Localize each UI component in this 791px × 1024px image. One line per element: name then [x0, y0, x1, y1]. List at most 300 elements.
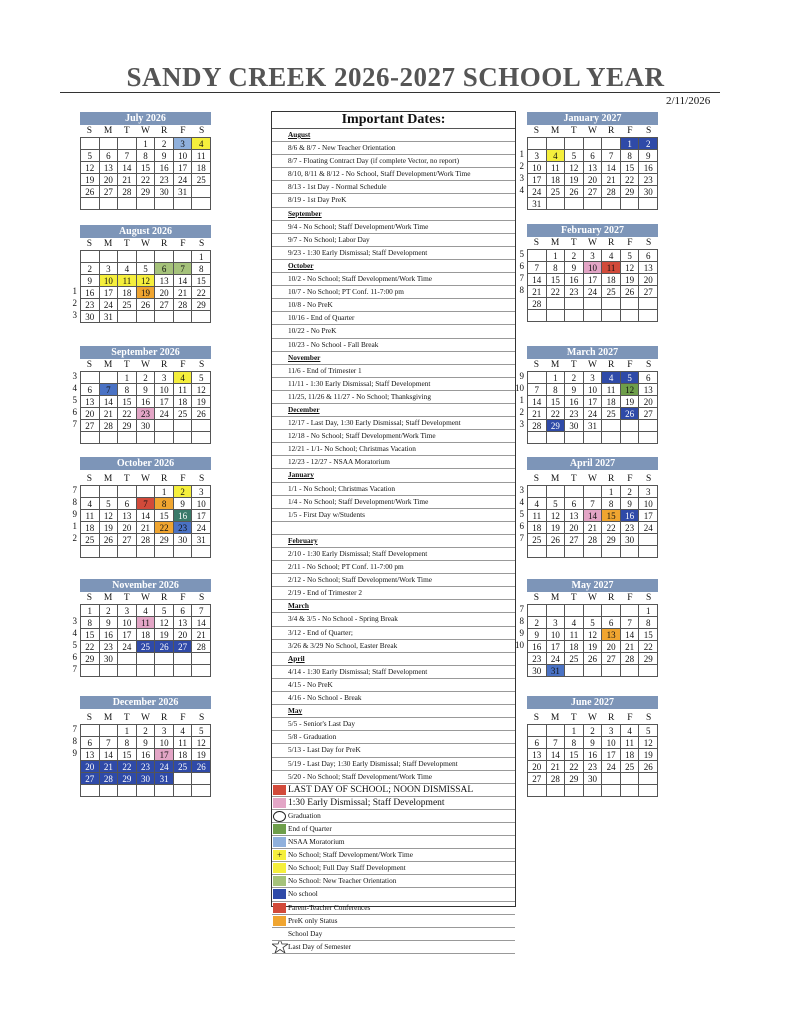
empty-cell	[100, 785, 119, 797]
day-cell: 11	[547, 162, 566, 174]
weekday-header	[80, 125, 211, 137]
day-cell: 6	[81, 384, 100, 396]
weekday-label: M	[550, 126, 560, 136]
day-cell: 9	[639, 150, 658, 162]
day-cell: 7	[584, 498, 603, 510]
day-cell: 16	[100, 629, 119, 641]
day-cell: 22	[118, 408, 137, 420]
empty-cell	[118, 251, 137, 263]
entry-text: 1/5 - First Day w/Students	[288, 509, 366, 519]
weekday-label: S	[86, 713, 92, 723]
month-title: September 2026	[80, 346, 211, 359]
weekday-label: T	[570, 593, 577, 603]
day-cell: 9	[528, 629, 547, 641]
day-cell: 24	[118, 641, 137, 653]
entry-text: LAST DAY OF SCHOOL; NOON DISMISSAL	[288, 784, 474, 795]
plus-icon: +	[273, 850, 286, 860]
entry-text: 1:30 Early Dismissal; Staff Development	[288, 797, 445, 808]
day-cell: 24	[547, 653, 566, 665]
week-count: 1	[72, 521, 77, 531]
day-cell: 30	[584, 773, 603, 785]
month-heading	[272, 600, 515, 613]
day-cell: 10	[155, 737, 174, 749]
day-cell: 7	[528, 262, 547, 274]
day-cell: 12	[584, 629, 603, 641]
empty-cell	[602, 785, 621, 797]
weekday-label: M	[550, 713, 560, 723]
empty-cell	[100, 725, 119, 737]
empty-cell	[547, 198, 566, 210]
entry-text: 5/19 - Last Day; 1:30 Early Dismissal; Staff Development	[288, 758, 458, 768]
day-cell: 22	[621, 174, 640, 186]
week-count: 5	[72, 640, 77, 650]
day-cell: 19	[192, 749, 211, 761]
day-cell: 28	[118, 186, 137, 198]
day-cell: 26	[639, 761, 658, 773]
day-cell: 4	[118, 263, 137, 275]
month-grid	[80, 604, 211, 677]
day-cell: 26	[621, 286, 640, 298]
entry-text: 5/20 - No School; Staff Development/Work Time	[288, 771, 432, 781]
week-count: 2	[519, 407, 524, 417]
month-grid	[80, 137, 211, 210]
day-cell: 18	[621, 749, 640, 761]
day-cell: 5	[192, 725, 211, 737]
weekday-label: R	[608, 474, 615, 484]
day-cell: 17	[547, 641, 566, 653]
day-cell: 8	[547, 384, 566, 396]
day-cell: 10	[118, 617, 137, 629]
week-count: 7	[519, 533, 524, 543]
color-swatch	[273, 903, 286, 913]
day-cell: 13	[81, 749, 100, 761]
day-cell: 11	[81, 510, 100, 522]
day-cell: 25	[81, 534, 100, 546]
weekday-label: W	[141, 239, 150, 249]
month-grid	[80, 724, 211, 797]
empty-cell	[118, 665, 137, 677]
empty-cell	[528, 605, 547, 617]
day-cell: 30	[528, 665, 547, 677]
weekday-label: F	[627, 126, 633, 136]
entry-text: 12/21 - 1/1- No School; Christmas Vacation	[288, 444, 416, 454]
weekday-label: F	[180, 126, 186, 136]
day-cell: 6	[602, 617, 621, 629]
color-swatch	[273, 798, 286, 808]
empty-cell	[621, 420, 640, 432]
day-cell: 21	[547, 761, 566, 773]
day-cell: 8	[547, 262, 566, 274]
date-entry	[272, 286, 515, 299]
day-cell: 28	[100, 773, 119, 785]
day-cell: 3	[602, 725, 621, 737]
day-cell: 13	[584, 162, 603, 174]
month-august-2026	[72, 225, 211, 323]
month-grid	[80, 250, 211, 323]
entry-text: 8/7 - Floating Contract Day (if complete Vector, no report)	[288, 156, 460, 166]
weekday-label: R	[608, 126, 615, 136]
week-count: 5	[519, 509, 524, 519]
day-cell: 15	[192, 275, 211, 287]
empty-cell	[584, 138, 603, 150]
entry-text: 9/4 - No School; Staff Development/Work Time	[288, 221, 429, 231]
empty-cell	[81, 198, 100, 210]
day-cell: 23	[639, 174, 658, 186]
weekday-label: S	[645, 713, 652, 723]
day-cell: 14	[174, 275, 193, 287]
day-cell: 15	[565, 749, 584, 761]
empty-cell	[174, 311, 193, 323]
day-cell: 17	[639, 510, 658, 522]
day-cell: 13	[639, 384, 658, 396]
day-cell: 20	[639, 274, 658, 286]
entry-text: 10/22 - No PreK	[288, 326, 337, 336]
weekday-label: W	[141, 360, 150, 370]
day-cell: 1	[155, 486, 174, 498]
weekday-label: W	[588, 360, 597, 370]
weekday-header	[527, 125, 658, 137]
day-cell: 4	[621, 725, 640, 737]
day-cell: 26	[81, 186, 100, 198]
weekday-label: S	[645, 360, 652, 370]
empty-cell	[81, 251, 100, 263]
empty-cell	[621, 773, 640, 785]
weekday-label: T	[123, 474, 130, 484]
legend-item	[272, 810, 515, 823]
month-title: February 2027	[527, 224, 658, 237]
empty-cell	[81, 432, 100, 444]
empty-cell	[528, 546, 547, 558]
entry-text: 10/7 - No School; PT Conf. 11-7:00 pm	[288, 287, 404, 297]
day-cell: 30	[639, 186, 658, 198]
revision-date: 2/11/2026	[666, 95, 711, 107]
empty-cell	[118, 138, 137, 150]
day-cell: 4	[547, 150, 566, 162]
empty-cell	[137, 311, 156, 323]
empty-cell	[584, 198, 603, 210]
month-title: May 2027	[527, 579, 658, 592]
day-cell: 2	[174, 486, 193, 498]
day-cell: 23	[81, 299, 100, 311]
day-cell: 12	[565, 162, 584, 174]
day-cell: 13	[602, 629, 621, 641]
day-cell: 15	[547, 274, 566, 286]
entry-text: March	[288, 601, 309, 611]
entry-text: May	[288, 706, 303, 716]
entry-text: 1/1 - No School; Christmas Vacation	[288, 483, 396, 493]
day-cell: 3	[155, 372, 174, 384]
day-cell: 6	[584, 150, 603, 162]
day-cell: 6	[565, 498, 584, 510]
day-cell: 3	[528, 150, 547, 162]
weekday-label: S	[533, 713, 539, 723]
day-cell: 5	[639, 725, 658, 737]
week-count: 3	[519, 419, 524, 429]
weekday-label: M	[103, 713, 113, 723]
entry-text: 5/13 - Last Day for PreK	[288, 745, 361, 755]
date-entry	[272, 666, 515, 679]
empty-cell	[639, 310, 658, 322]
weekday-label: F	[627, 360, 633, 370]
day-cell: 21	[602, 174, 621, 186]
empty-cell	[118, 785, 137, 797]
entry-text: 11/11 - 1:30 Early Dismissal; Staff Development	[288, 378, 431, 388]
day-cell: 14	[602, 162, 621, 174]
entry-text: 10/23 - No School - Fall Break	[288, 339, 379, 349]
day-cell: 30	[137, 773, 156, 785]
day-cell: 24	[584, 408, 603, 420]
empty-cell	[602, 432, 621, 444]
day-cell: 27	[155, 299, 174, 311]
weekday-label: W	[588, 126, 597, 136]
date-entry	[272, 587, 515, 600]
month-july-2026	[80, 112, 211, 210]
day-cell: 14	[584, 510, 603, 522]
date-entry	[272, 299, 515, 312]
legend-item	[272, 823, 515, 836]
day-cell: 2	[100, 605, 119, 617]
day-cell: 1	[639, 605, 658, 617]
empty-cell	[192, 665, 211, 677]
day-cell: 12	[137, 275, 156, 287]
empty-cell	[621, 198, 640, 210]
empty-cell	[155, 420, 174, 432]
legend-item	[272, 941, 515, 954]
day-cell: 31	[528, 198, 547, 210]
day-cell: 3	[174, 138, 193, 150]
day-cell: 5	[192, 372, 211, 384]
weekday-label: W	[588, 593, 597, 603]
empty-cell	[639, 665, 658, 677]
entry-text: 12/23 - 12/27 - NSAA Moratorium	[288, 457, 390, 467]
weekday-header	[80, 592, 211, 604]
entry-text: 2/19 - End of Trimester 2	[288, 588, 362, 598]
day-cell: 9	[565, 262, 584, 274]
date-entry	[272, 522, 515, 535]
day-cell: 17	[100, 287, 119, 299]
entry-text: 12/17 - Last Day, 1:30 Early Dismissal; Staff Development	[288, 418, 461, 428]
day-cell: 13	[528, 749, 547, 761]
week-count: 6	[519, 261, 524, 271]
day-cell: 1	[192, 251, 211, 263]
day-cell: 1	[565, 725, 584, 737]
empty-cell	[584, 785, 603, 797]
date-entry	[272, 744, 515, 757]
weekday-label: F	[180, 474, 186, 484]
entry-text: 4/14 - 1:30 Early Dismissal; Staff Development	[288, 666, 428, 676]
empty-cell	[621, 298, 640, 310]
day-cell: 15	[155, 510, 174, 522]
date-entry	[272, 221, 515, 234]
day-cell: 2	[639, 138, 658, 150]
day-cell: 3	[155, 725, 174, 737]
day-cell: 5	[81, 150, 100, 162]
empty-cell	[192, 785, 211, 797]
day-cell: 23	[100, 641, 119, 653]
empty-cell	[174, 432, 193, 444]
day-cell: 18	[174, 749, 193, 761]
day-cell: 22	[602, 522, 621, 534]
entry-text: School Day	[288, 928, 323, 938]
day-cell: 14	[137, 510, 156, 522]
weekday-label: S	[645, 238, 652, 248]
weekday-label: T	[123, 713, 130, 723]
week-count: 1	[72, 286, 77, 296]
day-cell: 17	[584, 396, 603, 408]
day-cell: 21	[584, 522, 603, 534]
day-cell: 15	[639, 629, 658, 641]
empty-cell	[192, 432, 211, 444]
weekday-label: S	[533, 360, 539, 370]
day-cell: 12	[155, 617, 174, 629]
date-entry	[272, 273, 515, 286]
day-cell: 19	[192, 396, 211, 408]
weekday-label: R	[161, 474, 168, 484]
weekday-label: F	[180, 593, 186, 603]
day-cell: 15	[547, 396, 566, 408]
empty-cell	[639, 298, 658, 310]
empty-cell	[547, 785, 566, 797]
day-cell: 27	[639, 408, 658, 420]
day-cell: 9	[137, 737, 156, 749]
day-cell: 25	[174, 408, 193, 420]
empty-cell	[137, 251, 156, 263]
weekday-label: M	[550, 360, 560, 370]
day-cell: 25	[602, 286, 621, 298]
day-cell: 6	[639, 250, 658, 262]
date-entry	[272, 456, 515, 469]
day-cell: 1	[547, 250, 566, 262]
day-cell: 16	[621, 510, 640, 522]
empty-cell	[155, 198, 174, 210]
entry-text: 8/13 - 1st Day - Normal Schedule	[288, 182, 387, 192]
weekday-label: S	[86, 474, 92, 484]
entry-text: February	[288, 535, 318, 545]
day-cell: 2	[155, 138, 174, 150]
month-may-2027	[515, 579, 658, 677]
day-cell: 5	[155, 605, 174, 617]
day-cell: 28	[584, 534, 603, 546]
entry-text: No School; Full Day Staff Development	[288, 863, 406, 873]
month-november-2026	[72, 579, 211, 677]
month-december-2026	[72, 696, 211, 797]
empty-cell	[639, 534, 658, 546]
weekday-label: S	[198, 360, 205, 370]
day-cell: 22	[81, 641, 100, 653]
day-cell: 18	[192, 162, 211, 174]
day-cell: 5	[621, 250, 640, 262]
legend-item	[272, 915, 515, 928]
star-icon	[272, 941, 288, 953]
day-cell: 6	[100, 150, 119, 162]
day-cell: 28	[192, 641, 211, 653]
day-cell: 9	[174, 498, 193, 510]
day-cell: 6	[639, 372, 658, 384]
day-cell: 21	[100, 761, 119, 773]
day-cell: 27	[528, 773, 547, 785]
day-cell: 22	[155, 522, 174, 534]
day-cell: 18	[137, 629, 156, 641]
day-cell: 12	[81, 162, 100, 174]
day-cell: 8	[602, 498, 621, 510]
day-cell: 31	[100, 311, 119, 323]
day-cell: 12	[621, 384, 640, 396]
weekday-label: M	[550, 238, 560, 248]
day-cell: 8	[639, 617, 658, 629]
day-cell: 23	[155, 174, 174, 186]
weekday-label: S	[533, 593, 539, 603]
day-cell: 20	[584, 174, 603, 186]
color-swatch	[273, 863, 286, 873]
empty-cell	[621, 310, 640, 322]
day-cell: 6	[528, 737, 547, 749]
date-entry	[272, 574, 515, 587]
empty-cell	[100, 198, 119, 210]
day-cell: 14	[100, 749, 119, 761]
weekday-label: W	[141, 474, 150, 484]
day-cell: 20	[118, 522, 137, 534]
day-cell: 3	[547, 617, 566, 629]
entry-text: No School; Staff Development/Work Time	[288, 850, 413, 860]
empty-cell	[155, 653, 174, 665]
empty-cell	[174, 653, 193, 665]
day-cell: 29	[137, 186, 156, 198]
day-cell: 29	[81, 653, 100, 665]
date-entry	[272, 312, 515, 325]
date-entry	[272, 483, 515, 496]
weekday-label: T	[570, 126, 577, 136]
weekday-label: T	[570, 713, 577, 723]
day-cell: 14	[192, 617, 211, 629]
day-cell: 25	[192, 174, 211, 186]
month-title: June 2027	[527, 696, 658, 709]
date-entry	[272, 391, 515, 404]
legend-item	[272, 902, 515, 915]
day-cell: 24	[602, 761, 621, 773]
empty-cell	[118, 432, 137, 444]
empty-cell	[602, 198, 621, 210]
day-cell: 11	[565, 629, 584, 641]
empty-cell	[155, 546, 174, 558]
week-count: 8	[519, 616, 524, 626]
day-cell: 8	[621, 150, 640, 162]
weekday-label: S	[533, 238, 539, 248]
week-count: 5	[519, 249, 524, 259]
day-cell: 9	[81, 275, 100, 287]
entry-text: End of Quarter	[288, 823, 332, 833]
empty-cell	[174, 251, 193, 263]
entry-text: 8/6 & 8/7 - New Teacher Orientation	[288, 143, 396, 153]
weekday-label: S	[198, 474, 205, 484]
empty-cell	[621, 432, 640, 444]
month-title: October 2026	[80, 457, 211, 470]
week-count: 6	[72, 652, 77, 662]
day-cell: 25	[621, 761, 640, 773]
date-entry	[272, 548, 515, 561]
day-cell: 7	[118, 150, 137, 162]
month-heading	[272, 404, 515, 417]
weekday-header	[527, 237, 658, 249]
day-cell: 30	[174, 534, 193, 546]
entry-text: April	[288, 653, 305, 663]
day-cell: 24	[174, 174, 193, 186]
weekday-label: R	[161, 126, 168, 136]
month-april-2027	[519, 457, 658, 558]
day-cell: 31	[155, 773, 174, 785]
empty-cell	[547, 725, 566, 737]
date-entry	[272, 430, 515, 443]
empty-cell	[100, 486, 119, 498]
